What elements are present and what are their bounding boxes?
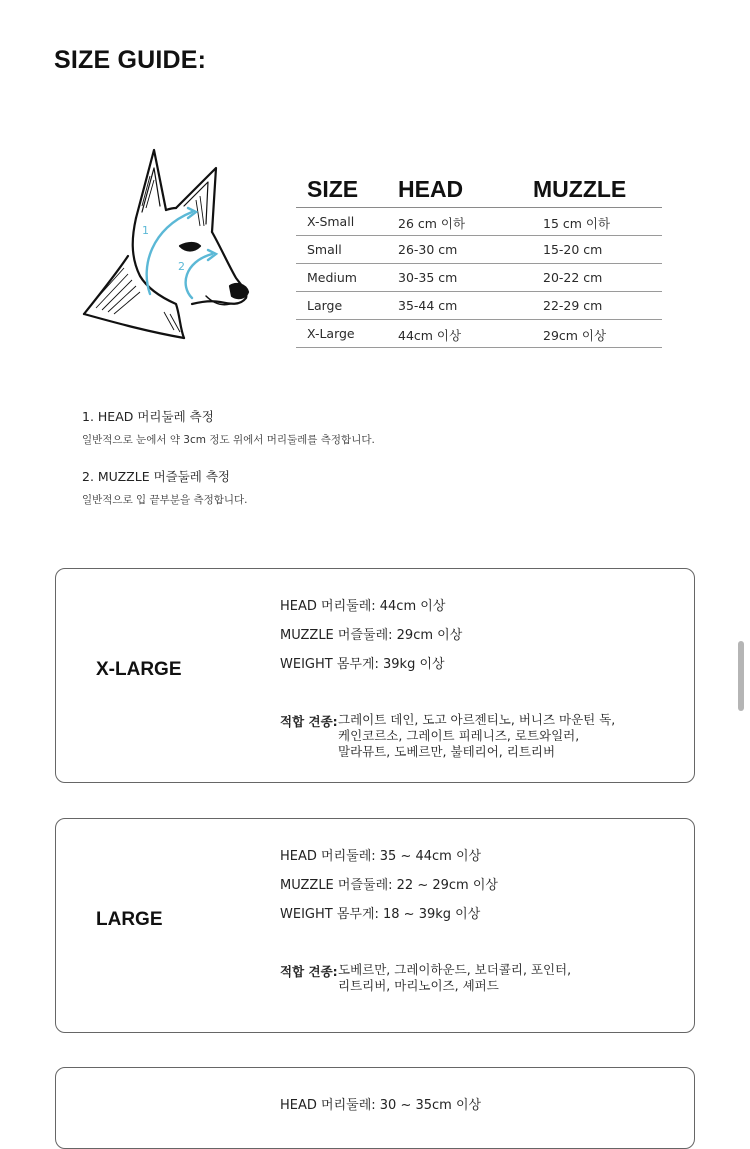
card-size-name: X-LARGE — [96, 659, 182, 680]
breeds-label: 적합 견종: — [280, 714, 338, 729]
size-card-xlarge — [55, 568, 695, 783]
cell-muzzle: 15 cm 이하 — [543, 216, 611, 231]
cell-head: 26-30 cm — [398, 242, 458, 257]
table-row — [296, 320, 662, 348]
size-table — [296, 172, 662, 348]
card-head-spec: HEAD 머리둘레: 35 ~ 44cm 이상 — [280, 849, 482, 864]
cell-size: Large — [307, 298, 343, 313]
table-row — [296, 236, 662, 264]
header-muzzle: MUZZLE — [533, 176, 627, 202]
card-muzzle-spec: MUZZLE 머즐둘레: 29cm 이상 — [280, 628, 463, 643]
guide-head-title: 1. HEAD 머리둘레 측정 — [82, 409, 214, 424]
cell-muzzle: 20-22 cm — [543, 270, 603, 285]
breeds-line: 그레이트 데인, 도고 아르젠티노, 버니즈 마운틴 독, — [338, 712, 616, 727]
size-card-large — [55, 818, 695, 1033]
cell-muzzle: 15-20 cm — [543, 242, 603, 257]
cell-muzzle: 22-29 cm — [543, 298, 603, 313]
card-head-spec: HEAD 머리둘레: 30 ~ 35cm 이상 — [280, 1098, 482, 1113]
header-size: SIZE — [307, 176, 359, 202]
guide-muzzle-desc: 일반적으로 입 끝부분을 측정합니다. — [82, 494, 248, 506]
cell-head: 44cm 이상 — [398, 328, 462, 343]
breeds-list — [338, 712, 638, 760]
breeds-list — [338, 962, 638, 994]
cell-muzzle: 29cm 이상 — [543, 328, 607, 343]
guide-muzzle-title: 2. MUZZLE 머즐둘레 측정 — [82, 469, 230, 484]
guide-head-desc: 일반적으로 눈에서 약 3cm 정도 위에서 머리둘레를 측정합니다. — [82, 434, 375, 446]
cell-size: Small — [307, 242, 342, 257]
cell-head: 35-44 cm — [398, 298, 458, 313]
cell-head: 30-35 cm — [398, 270, 458, 285]
breeds-line: 리트리버, 마리노이즈, 셰퍼드 — [338, 978, 499, 993]
breeds-line: 말라뮤트, 도베르만, 불테리어, 리트리버 — [338, 744, 556, 759]
page-title: SIZE GUIDE: — [54, 46, 207, 74]
dog-head-diagram — [80, 146, 255, 346]
guide-muzzle — [82, 467, 248, 507]
card-weight-spec: WEIGHT 몸무게: 39kg 이상 — [280, 657, 445, 672]
breeds-label: 적합 견종: — [280, 964, 338, 979]
cell-size: X-Small — [307, 214, 355, 229]
table-row — [296, 208, 662, 236]
diagram-label-2: 2 — [178, 260, 185, 273]
breeds-line: 도베르만, 그레이하운드, 보더콜리, 포인터, — [338, 962, 572, 977]
table-row — [296, 292, 662, 320]
size-table-header — [296, 172, 662, 208]
card-weight-spec: WEIGHT 몸무게: 18 ~ 39kg 이상 — [280, 907, 481, 922]
card-head-spec: HEAD 머리둘레: 44cm 이상 — [280, 599, 446, 614]
guide-head — [82, 407, 375, 447]
card-size-name: LARGE — [96, 909, 163, 930]
diagram-label-1: 1 — [142, 224, 149, 237]
scrollbar-thumb[interactable] — [738, 641, 744, 711]
cell-size: X-Large — [307, 326, 355, 341]
header-head: HEAD — [398, 176, 464, 202]
size-card-medium — [55, 1067, 695, 1149]
card-muzzle-spec: MUZZLE 머즐둘레: 22 ~ 29cm 이상 — [280, 878, 498, 893]
breeds-line: 케인코르소, 그레이트 피레니즈, 로트와일러, — [338, 728, 580, 743]
cell-head: 26 cm 이하 — [398, 216, 466, 231]
table-row — [296, 264, 662, 292]
cell-size: Medium — [307, 270, 357, 285]
